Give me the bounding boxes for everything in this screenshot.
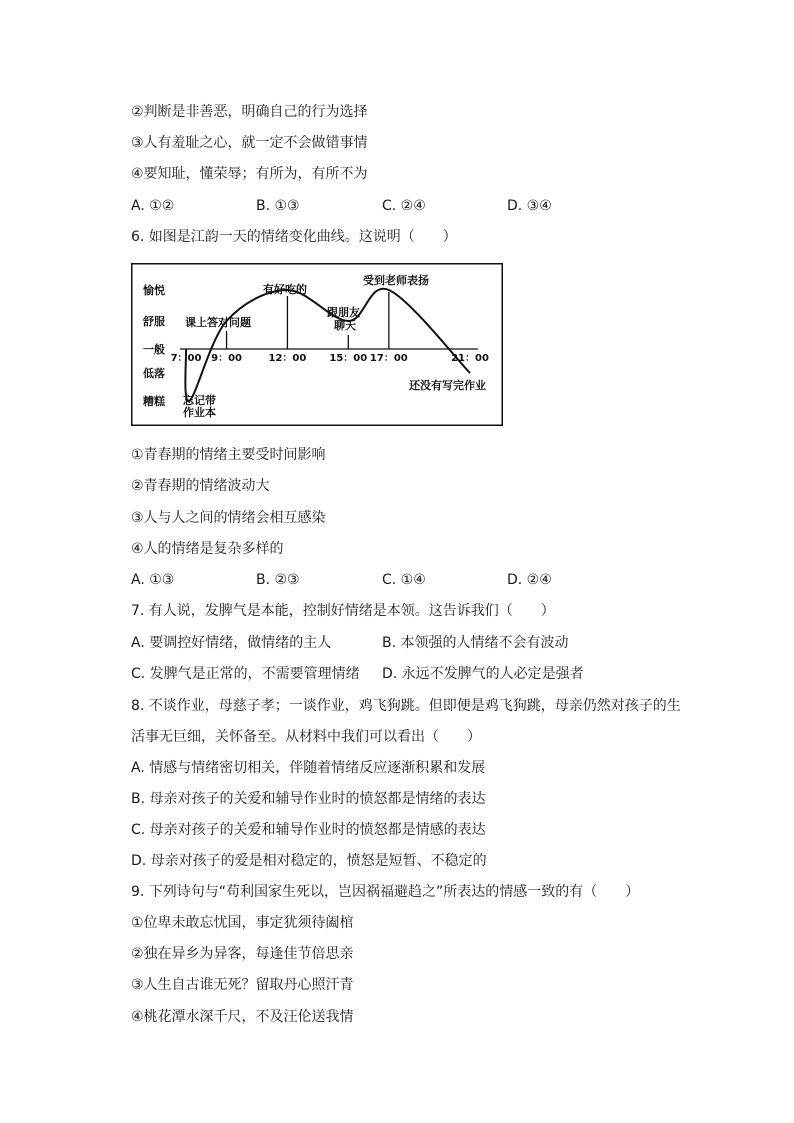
q6-item-3: ③人与人之间的情绪会相互感染 — [131, 510, 326, 526]
q9-item-3: ③人生自古谁无死？留取丹心照汗青 — [131, 977, 354, 993]
q7-option-a: A. 要调控好情绪，做情绪的主人 — [131, 635, 332, 651]
q6-option-d: D. ②④ — [507, 572, 552, 588]
annotation: 还没有写完作业 — [409, 379, 486, 392]
q5-option-b: B. ①③ — [256, 198, 300, 214]
annotation: 受到老师表扬 — [363, 274, 429, 287]
annotation: 跟朋友 — [327, 306, 360, 319]
annotation: 作业本 — [183, 406, 216, 419]
q6-item-4: ④人的情绪是复杂多样的 — [131, 541, 284, 557]
emotion-chart — [131, 263, 503, 426]
q9-stem: 9. 下列诗句与“苟利国家生死以，岂因祸福避趋之”所表达的情感一致的有（ ） — [131, 884, 640, 900]
q6-item-1: ①青春期的情绪主要受时间影响 — [131, 447, 326, 463]
x-tick-label: 21：00 — [451, 353, 489, 364]
q6-option-a: A. ①③ — [131, 572, 175, 588]
y-level-label: 低落 — [143, 367, 165, 380]
y-level-label: 糟糕 — [143, 395, 165, 408]
annotation: 有好吃的 — [263, 283, 307, 296]
x-tick-label: 17：00 — [369, 353, 408, 364]
q5-item-3: ③人有羞耻之心，就一定不会做错事情 — [131, 135, 368, 151]
q5-item-2: ②判断是非善恶，明确自己的行为选择 — [131, 104, 368, 120]
q8-option-c: C. 母亲对孩子的关爱和辅导作业时的愤怒都是情感的表达 — [131, 822, 486, 838]
emotion-chart-svg — [131, 263, 503, 426]
q9-item-4: ④桃花潭水深千尺，不及汪伦送我情 — [131, 1009, 354, 1025]
q6-item-2: ②青春期的情绪波动大 — [131, 478, 270, 494]
x-tick-label: 12：00 — [268, 353, 307, 364]
q5-option-a: A. ①② — [131, 198, 175, 214]
annotation: 忘记带 — [183, 394, 216, 407]
q6-stem: 6. 如图是江韵一天的情绪变化曲线。这说明（ ） — [131, 229, 457, 245]
x-tick-label: 15：00 — [329, 353, 368, 364]
q5-option-d: D. ③④ — [507, 198, 552, 214]
q6-option-b: B. ②③ — [256, 572, 300, 588]
q8-option-a: A. 情感与情绪密切相关，伴随着情绪反应逐渐积累和发展 — [131, 760, 486, 776]
q6-option-c: C. ①④ — [382, 572, 426, 588]
q5-option-c: C. ②④ — [382, 198, 426, 214]
annotation: 聊天 — [334, 319, 356, 332]
y-level-label: 舒服 — [143, 315, 165, 328]
q7-stem: 7. 有人说，发脾气是本能，控制好情绪是本领。这告诉我们（ ） — [131, 603, 555, 619]
q5-item-4: ④要知耻，懂荣辱；有所为，有所不为 — [131, 166, 368, 182]
x-tick-label: 7：00 — [170, 353, 202, 364]
q8-stem-line2: 活事无巨细，关怀备至。从材料中我们可以看出（ ） — [131, 729, 481, 745]
y-level-label: 一般 — [143, 343, 165, 356]
q7-option-d: D. 永远不发脾气的人必定是强者 — [382, 666, 584, 682]
x-tick-label: 9：00 — [211, 353, 243, 364]
q9-item-2: ②独在异乡为异客，每逢佳节倍思亲 — [131, 946, 354, 962]
q7-option-c: C. 发脾气是正常的，不需要管理情绪 — [131, 666, 360, 682]
q8-option-d: D. 母亲对孩子的爱是相对稳定的，愤怒是短暂、不稳定的 — [131, 853, 487, 869]
q7-option-b: B. 本领强的人情绪不会有波动 — [382, 635, 569, 651]
y-level-label: 愉悦 — [143, 284, 165, 297]
annotation: 课上答对问题 — [185, 316, 251, 329]
q8-option-b: B. 母亲对孩子的关爱和辅导作业时的愤怒都是情绪的表达 — [131, 791, 486, 807]
q9-item-1: ①位卑未敢忘忧国，事定犹须待阖棺 — [131, 915, 354, 931]
q8-stem-line1: 8. 不谈作业，母慈子孝；一谈作业，鸡飞狗跳。但即便是鸡飞狗跳，母亲仍然对孩子的生 — [131, 698, 681, 714]
